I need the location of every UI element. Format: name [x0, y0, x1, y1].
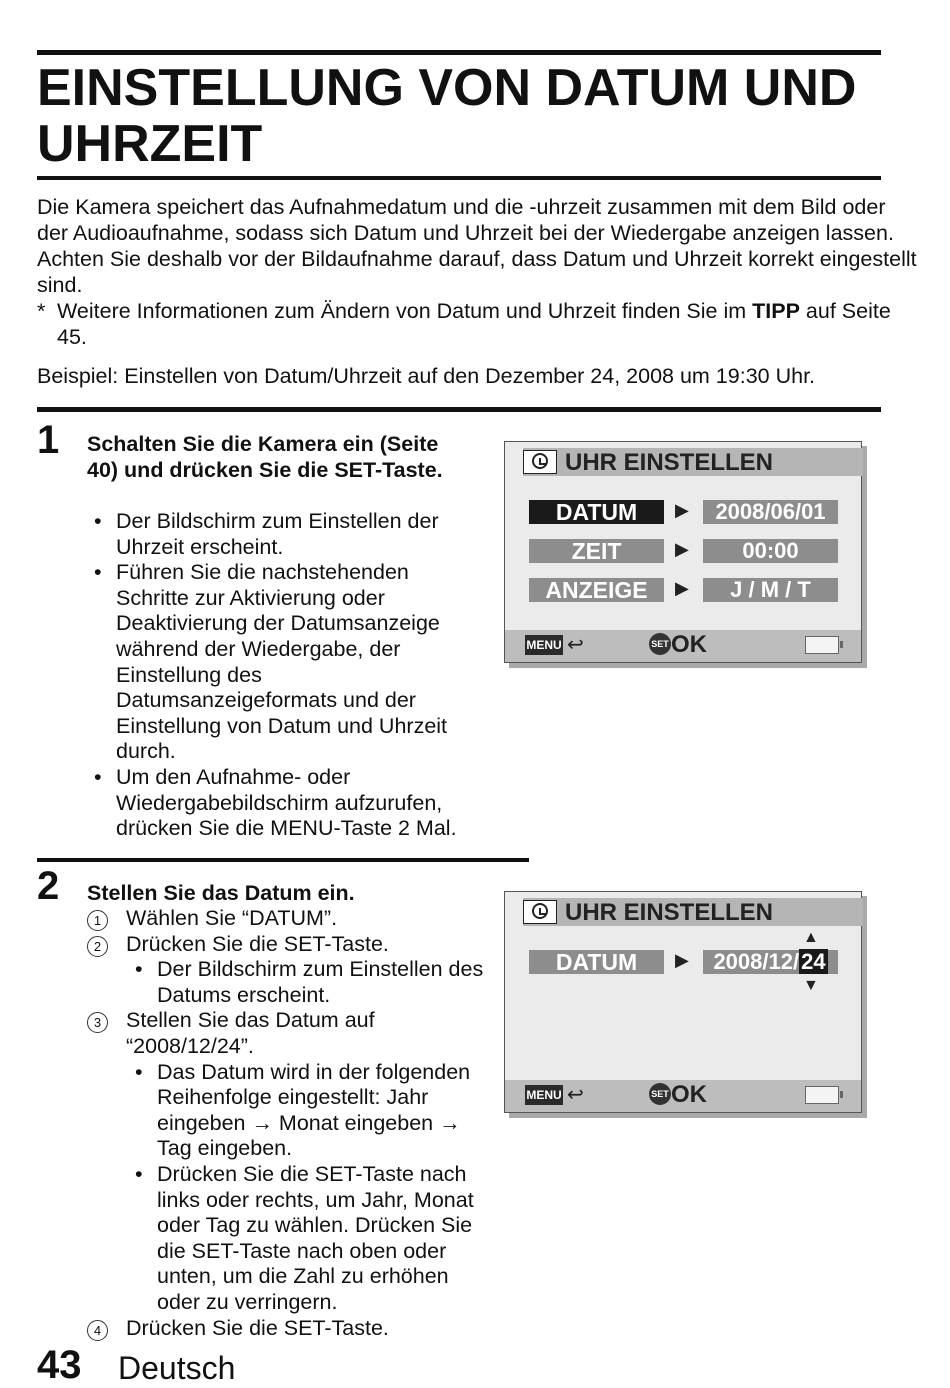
list-item	[87, 906, 492, 932]
screen-footer	[505, 1080, 861, 1112]
sub-list	[126, 1060, 492, 1316]
step2-list	[87, 906, 492, 1341]
arrow-right-icon: ▶	[675, 500, 689, 520]
sub-item: • Drücken Sie die SET-Taste nach links oder rechts, um Jahr, Monat oder Tag zu wählen. Drücken Sie die SET-Taste nach oben oder unten, um die Zahl zu erhöhen oder zu verringern.	[126, 1162, 492, 1316]
menu-button-icon: MENU	[525, 635, 563, 655]
datum-value: 2008/06/01	[703, 500, 838, 524]
battery-icon	[805, 636, 839, 654]
set-button-icon: SET	[649, 633, 671, 655]
arrow-down-icon: ▼	[803, 977, 819, 994]
language-label: Deutsch	[118, 1350, 236, 1386]
item-text: Stellen Sie das Datum auf “2008/12/24”.	[126, 1008, 375, 1058]
date-prefix: 2008/12/	[713, 949, 800, 974]
clock-icon	[523, 450, 557, 474]
page-title: EINSTELLUNG VON DATUM UND UHRZEIT	[37, 59, 857, 173]
sub-list	[126, 957, 492, 1008]
screen-header	[523, 448, 863, 476]
note-tipp: TIPP	[752, 299, 800, 323]
zeit-label[interactable]: ZEIT	[529, 539, 664, 563]
intro-paragraph: Die Kamera speichert das Aufnahmedatum und die -uhrzeit zusammen mit dem Bild oder der Audioaufnahme, sodass sich Datum und Uhrzeit bei der Wiedergabe anzeigen lassen. Achten Sie deshalb vor der Bildaufnahme darauf, dass Datum und Uhrzeit korrekt eingestellt sind.	[37, 195, 917, 297]
datum-value[interactable]	[703, 950, 838, 974]
arrow-up-icon: ▲	[803, 929, 819, 946]
arrow-right-icon: ▶	[675, 950, 689, 970]
datum-label[interactable]: DATUM	[529, 950, 664, 974]
screen-footer	[505, 630, 861, 662]
clock-icon	[523, 900, 557, 924]
note-after: auf Seite 45.	[57, 299, 891, 349]
list-item	[87, 1008, 492, 1315]
battery-icon	[805, 1086, 839, 1104]
list-item: • Führen Sie die nachstehenden Schritte zur Aktivierung oder Deaktivierung der Datumsanzeige während der Wiedergabe, der Einstellung des Datumsanzeigeformats und der Einstellung von Datum und Uhrzeit durch.	[87, 560, 462, 765]
day-field[interactable]: 24	[801, 949, 826, 974]
sub-item: • Das Datum wird in der folgenden Reihenfolge eingestellt: Jahr eingeben → Monat eingeben → Tag eingeben.	[126, 1060, 492, 1162]
return-icon: ↩	[567, 634, 584, 656]
list-item: • Der Bildschirm zum Einstellen der Uhrzeit erscheint.	[87, 509, 462, 560]
list-item: • Um den Aufnahme- oder Wiedergabebildschirm aufzurufen, drücken Sie die MENU-Taste 2 Mal.	[87, 765, 462, 842]
circled-number: 1	[87, 910, 108, 931]
intro-note	[37, 298, 917, 350]
page-number: 43	[37, 1343, 82, 1387]
arrow-right-icon: ▶	[675, 539, 689, 559]
intro-text	[37, 194, 917, 350]
item-text: Wählen Sie “DATUM”.	[126, 906, 338, 930]
step2-number: 2	[37, 864, 60, 908]
set-button-icon: SET	[649, 1083, 671, 1105]
list-item	[87, 932, 492, 1009]
item-text: Drücken Sie die SET-Taste.	[126, 931, 389, 956]
step1-number: 1	[37, 418, 60, 462]
note-text	[57, 298, 917, 350]
circled-number: 2	[87, 936, 108, 957]
list-item	[87, 1316, 492, 1342]
sub-item: • Der Bildschirm zum Einstellen des Datums erscheint.	[126, 957, 492, 1008]
circled-number: 3	[87, 1012, 108, 1033]
top-rule	[37, 50, 881, 55]
circled-number: 4	[87, 1320, 108, 1341]
ok-label: OK	[671, 631, 707, 658]
example-text: Beispiel: Einstellen von Datum/Uhrzeit auf den Dezember 24, 2008 um 19:30 Uhr.	[37, 364, 816, 388]
screen-header	[523, 898, 863, 926]
datum-label[interactable]: DATUM	[529, 500, 664, 524]
arrow-right-icon: ▶	[675, 578, 689, 598]
anzeige-label[interactable]: ANZEIGE	[529, 578, 664, 602]
return-icon: ↩	[567, 1084, 584, 1106]
step2-heading: Stellen Sie das Datum ein.	[87, 881, 355, 905]
step1-rule	[37, 407, 881, 412]
note-before: Weitere Informationen zum Ändern von Datum und Uhrzeit finden Sie im	[57, 299, 747, 323]
step2-rule	[37, 858, 529, 862]
anzeige-value: J / M / T	[703, 578, 838, 602]
ok-label: OK	[671, 1081, 707, 1108]
menu-button-icon: MENU	[525, 1085, 563, 1105]
camera-screen-date-entry	[504, 891, 862, 1113]
step1-heading: Schalten Sie die Kamera ein (Seite 40) und drücken Sie die SET-Taste.	[87, 432, 443, 482]
note-star: *	[37, 299, 46, 323]
step1-bullets	[87, 509, 462, 842]
screen-title: UHR EINSTELLEN	[565, 449, 774, 476]
item-text: Drücken Sie die SET-Taste.	[126, 1315, 389, 1340]
screen-title: UHR EINSTELLEN	[565, 899, 774, 926]
title-rule	[37, 176, 881, 180]
zeit-value: 00:00	[703, 539, 838, 563]
camera-screen-clock-settings	[504, 441, 862, 663]
